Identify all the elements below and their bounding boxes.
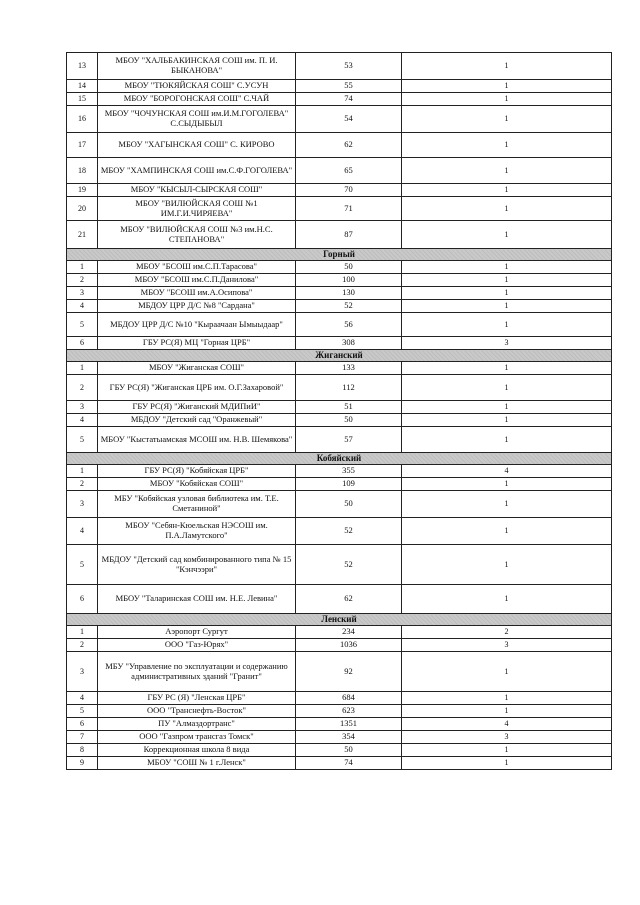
table-row bbox=[67, 362, 612, 375]
staff-count: 56 bbox=[296, 313, 402, 337]
value-cell: 1 bbox=[402, 106, 612, 133]
value-cell: 1 bbox=[402, 221, 612, 249]
staff-count: 65 bbox=[296, 158, 402, 184]
organization-name: МБОУ "КЫСЫЛ-СЫРСКАЯ СОШ" bbox=[98, 184, 296, 197]
section-header-row bbox=[67, 249, 612, 261]
value-cell: 1 bbox=[402, 491, 612, 518]
row-number: 3 bbox=[67, 652, 98, 692]
row-number: 5 bbox=[67, 545, 98, 585]
value-cell: 1 bbox=[402, 197, 612, 221]
table-row bbox=[67, 184, 612, 197]
row-number: 4 bbox=[67, 414, 98, 427]
document-page bbox=[66, 52, 611, 770]
row-number: 4 bbox=[67, 518, 98, 545]
organizations-table bbox=[66, 52, 612, 770]
organization-name: ГБУ РС (Я) "Ленская ЦРБ" bbox=[98, 692, 296, 705]
table-row bbox=[67, 731, 612, 744]
row-number: 15 bbox=[67, 93, 98, 106]
organization-name: МБОУ "ХАМПИНСКАЯ СОШ им.С.Ф.ГОГОЛЕВА" bbox=[98, 158, 296, 184]
section-header-row bbox=[67, 614, 612, 626]
table-row bbox=[67, 705, 612, 718]
organization-name: МБДОУ ЦРР Д/С №10 "Кыраачаан Ымыыдаар" bbox=[98, 313, 296, 337]
organization-name: МБОУ "Жиганская СОШ" bbox=[98, 362, 296, 375]
section-header-row bbox=[67, 350, 612, 362]
row-number: 18 bbox=[67, 158, 98, 184]
staff-count: 1036 bbox=[296, 639, 402, 652]
table-row bbox=[67, 585, 612, 614]
row-number: 19 bbox=[67, 184, 98, 197]
organization-name: Аэропорт Сургут bbox=[98, 626, 296, 639]
value-cell: 2 bbox=[402, 626, 612, 639]
organization-name: МБОУ "ХАГЫНСКАЯ СОШ" С. КИРОВО bbox=[98, 133, 296, 158]
table-row bbox=[67, 337, 612, 350]
row-number: 2 bbox=[67, 639, 98, 652]
value-cell: 1 bbox=[402, 362, 612, 375]
row-number: 6 bbox=[67, 718, 98, 731]
organization-name: Коррекционная школа 8 вида bbox=[98, 744, 296, 757]
row-number: 3 bbox=[67, 287, 98, 300]
section-title: Горный bbox=[67, 249, 612, 261]
value-cell: 1 bbox=[402, 158, 612, 184]
staff-count: 51 bbox=[296, 401, 402, 414]
organization-name: ООО "Транснефть-Восток" bbox=[98, 705, 296, 718]
organization-name: МБУ "Управление по эксплуатации и содержанию административных зданий "Гранит" bbox=[98, 652, 296, 692]
organization-name: МБОУ "БСОШ им.С.П.Тарасова" bbox=[98, 261, 296, 274]
table-row bbox=[67, 465, 612, 478]
organization-name: МБОУ "Кобяйская СОШ" bbox=[98, 478, 296, 491]
organization-name: МБДОУ ЦРР Д/С №8 "Сардана" bbox=[98, 300, 296, 313]
organization-name: МБОУ "Себян-Кюельская НЭСОШ им. П.А.Ламутского" bbox=[98, 518, 296, 545]
row-number: 1 bbox=[67, 465, 98, 478]
value-cell: 1 bbox=[402, 261, 612, 274]
row-number: 2 bbox=[67, 274, 98, 287]
organization-name: МБОУ "БСОШ им.С.П.Данилова" bbox=[98, 274, 296, 287]
table-row bbox=[67, 652, 612, 692]
staff-count: 1351 bbox=[296, 718, 402, 731]
staff-count: 62 bbox=[296, 585, 402, 614]
value-cell: 1 bbox=[402, 375, 612, 401]
row-number: 1 bbox=[67, 362, 98, 375]
table-row bbox=[67, 261, 612, 274]
row-number: 3 bbox=[67, 401, 98, 414]
value-cell: 1 bbox=[402, 705, 612, 718]
staff-count: 50 bbox=[296, 261, 402, 274]
table-row bbox=[67, 53, 612, 80]
table-row bbox=[67, 401, 612, 414]
value-cell: 1 bbox=[402, 518, 612, 545]
row-number: 1 bbox=[67, 261, 98, 274]
organization-name: МБОУ "СОШ № 1 г.Ленск" bbox=[98, 757, 296, 770]
organization-name: МБОУ "БСОШ им.А.Осипова" bbox=[98, 287, 296, 300]
section-title: Ленский bbox=[67, 614, 612, 626]
section-title: Жиганский bbox=[67, 350, 612, 362]
organization-name: МБОУ "Кыстатыамская МСОШ им. Н.В. Шемякова" bbox=[98, 427, 296, 453]
staff-count: 623 bbox=[296, 705, 402, 718]
table-row bbox=[67, 80, 612, 93]
value-cell: 1 bbox=[402, 53, 612, 80]
table-row bbox=[67, 478, 612, 491]
staff-count: 354 bbox=[296, 731, 402, 744]
organization-name: ООО "Газпром трансгаз Томск" bbox=[98, 731, 296, 744]
organization-name: МБОУ "БОРОГОНСКАЯ СОШ" С.ЧАЙ bbox=[98, 93, 296, 106]
table-row bbox=[67, 221, 612, 249]
table-row bbox=[67, 427, 612, 453]
table-row bbox=[67, 197, 612, 221]
row-number: 3 bbox=[67, 491, 98, 518]
value-cell: 1 bbox=[402, 287, 612, 300]
value-cell: 1 bbox=[402, 414, 612, 427]
staff-count: 57 bbox=[296, 427, 402, 453]
row-number: 16 bbox=[67, 106, 98, 133]
value-cell: 1 bbox=[402, 652, 612, 692]
staff-count: 74 bbox=[296, 93, 402, 106]
row-number: 17 bbox=[67, 133, 98, 158]
staff-count: 112 bbox=[296, 375, 402, 401]
table-row bbox=[67, 274, 612, 287]
value-cell: 1 bbox=[402, 757, 612, 770]
table-row bbox=[67, 375, 612, 401]
table-row bbox=[67, 133, 612, 158]
table-row bbox=[67, 626, 612, 639]
value-cell: 1 bbox=[402, 133, 612, 158]
value-cell: 1 bbox=[402, 585, 612, 614]
staff-count: 133 bbox=[296, 362, 402, 375]
value-cell: 1 bbox=[402, 93, 612, 106]
staff-count: 308 bbox=[296, 337, 402, 350]
staff-count: 234 bbox=[296, 626, 402, 639]
organization-name: МБДОУ "Детский сад "Оранжевый" bbox=[98, 414, 296, 427]
table-row bbox=[67, 518, 612, 545]
staff-count: 52 bbox=[296, 518, 402, 545]
row-number: 5 bbox=[67, 427, 98, 453]
staff-count: 62 bbox=[296, 133, 402, 158]
staff-count: 50 bbox=[296, 414, 402, 427]
organization-name: МБОУ "ЧОЧУНСКАЯ СОШ им.И.М.ГОГОЛЕВА" С.СЫДЫБЫЛ bbox=[98, 106, 296, 133]
row-number: 2 bbox=[67, 375, 98, 401]
table-row bbox=[67, 414, 612, 427]
organization-name: ГБУ РС(Я) "Кобяйская ЦРБ" bbox=[98, 465, 296, 478]
value-cell: 1 bbox=[402, 300, 612, 313]
value-cell: 1 bbox=[402, 274, 612, 287]
value-cell: 4 bbox=[402, 718, 612, 731]
organization-name: ООО "Газ-Юрях" bbox=[98, 639, 296, 652]
table-row bbox=[67, 491, 612, 518]
organization-name: МБОУ "ВИЛЮЙСКАЯ СОШ №3 им.Н.С. СТЕПАНОВА" bbox=[98, 221, 296, 249]
organization-name: МБОУ "ХАЛЬБАКИНСКАЯ СОШ им. П. И. БЫКАНОВА" bbox=[98, 53, 296, 80]
table-row bbox=[67, 287, 612, 300]
staff-count: 53 bbox=[296, 53, 402, 80]
staff-count: 684 bbox=[296, 692, 402, 705]
table-row bbox=[67, 639, 612, 652]
staff-count: 54 bbox=[296, 106, 402, 133]
table-row bbox=[67, 692, 612, 705]
organization-name: ГБУ РС(Я) "Жиганский МДИПиИ" bbox=[98, 401, 296, 414]
table-row bbox=[67, 718, 612, 731]
value-cell: 1 bbox=[402, 744, 612, 757]
organization-name: МБОУ "ТЮКЯЙСКАЯ СОШ" С.УСУН bbox=[98, 80, 296, 93]
organization-name: МБДОУ "Детский сад комбинированного типа № 15 "Кэнчээри" bbox=[98, 545, 296, 585]
staff-count: 109 bbox=[296, 478, 402, 491]
organization-name: ПУ "Алмаздортранс" bbox=[98, 718, 296, 731]
table-row bbox=[67, 757, 612, 770]
organization-name: МБУ "Кобяйская узловая библиотека им. Т.Е. Сметаниной" bbox=[98, 491, 296, 518]
row-number: 5 bbox=[67, 705, 98, 718]
value-cell: 1 bbox=[402, 80, 612, 93]
staff-count: 100 bbox=[296, 274, 402, 287]
row-number: 9 bbox=[67, 757, 98, 770]
staff-count: 74 bbox=[296, 757, 402, 770]
row-number: 6 bbox=[67, 337, 98, 350]
table-row bbox=[67, 744, 612, 757]
row-number: 5 bbox=[67, 313, 98, 337]
row-number: 6 bbox=[67, 585, 98, 614]
value-cell: 1 bbox=[402, 313, 612, 337]
staff-count: 52 bbox=[296, 300, 402, 313]
staff-count: 355 bbox=[296, 465, 402, 478]
table-row bbox=[67, 106, 612, 133]
row-number: 14 bbox=[67, 80, 98, 93]
row-number: 1 bbox=[67, 626, 98, 639]
value-cell: 1 bbox=[402, 692, 612, 705]
section-title: Кобяйский bbox=[67, 453, 612, 465]
row-number: 20 bbox=[67, 197, 98, 221]
value-cell: 1 bbox=[402, 545, 612, 585]
value-cell: 3 bbox=[402, 337, 612, 350]
organization-name: МБОУ "ВИЛЮЙСКАЯ СОШ №1 ИМ.Г.И.ЧИРЯЕВА" bbox=[98, 197, 296, 221]
table-row bbox=[67, 300, 612, 313]
table-row bbox=[67, 93, 612, 106]
value-cell: 1 bbox=[402, 478, 612, 491]
staff-count: 50 bbox=[296, 491, 402, 518]
table-body bbox=[67, 53, 612, 770]
table-row bbox=[67, 545, 612, 585]
staff-count: 87 bbox=[296, 221, 402, 249]
value-cell: 3 bbox=[402, 639, 612, 652]
row-number: 13 bbox=[67, 53, 98, 80]
staff-count: 92 bbox=[296, 652, 402, 692]
organization-name: ГБУ РС(Я) МЦ "Горная ЦРБ" bbox=[98, 337, 296, 350]
value-cell: 3 bbox=[402, 731, 612, 744]
row-number: 4 bbox=[67, 692, 98, 705]
value-cell: 4 bbox=[402, 465, 612, 478]
row-number: 8 bbox=[67, 744, 98, 757]
staff-count: 52 bbox=[296, 545, 402, 585]
row-number: 4 bbox=[67, 300, 98, 313]
row-number: 21 bbox=[67, 221, 98, 249]
value-cell: 1 bbox=[402, 427, 612, 453]
staff-count: 71 bbox=[296, 197, 402, 221]
table-row bbox=[67, 313, 612, 337]
table-row bbox=[67, 158, 612, 184]
organization-name: МБОУ "Таларинская СОШ им. Н.Е. Левина" bbox=[98, 585, 296, 614]
staff-count: 130 bbox=[296, 287, 402, 300]
row-number: 2 bbox=[67, 478, 98, 491]
row-number: 7 bbox=[67, 731, 98, 744]
staff-count: 70 bbox=[296, 184, 402, 197]
value-cell: 1 bbox=[402, 184, 612, 197]
staff-count: 50 bbox=[296, 744, 402, 757]
value-cell: 1 bbox=[402, 401, 612, 414]
organization-name: ГБУ РС(Я) "Жиганская ЦРБ им. О.Г.Захаровой" bbox=[98, 375, 296, 401]
section-header-row bbox=[67, 453, 612, 465]
staff-count: 55 bbox=[296, 80, 402, 93]
